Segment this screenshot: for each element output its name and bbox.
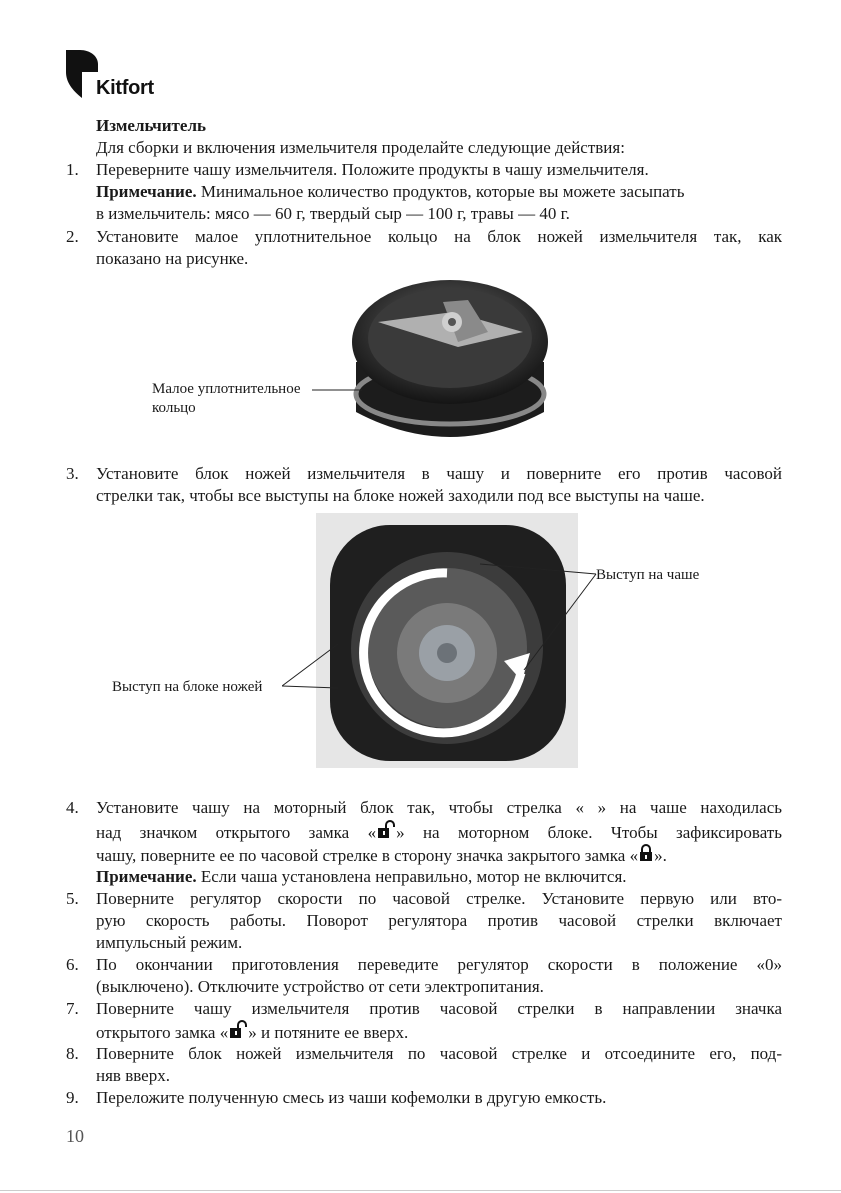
bottom-rule bbox=[0, 1190, 841, 1191]
step-2-number: 2. bbox=[66, 227, 79, 246]
brand-name: Kitfort bbox=[96, 77, 154, 99]
figure1-caption-line1: Малое уплотнительное bbox=[152, 381, 301, 397]
figure2-caption-right: Выступ на чаше bbox=[596, 567, 700, 583]
step-5-text-line3: импульсный режим. bbox=[96, 933, 243, 952]
figure2-caption-left: Выступ на блоке ножей bbox=[112, 679, 263, 695]
step-2-text: Установите малое уплотнительное кольцо на блок ножей измельчителя так, как bbox=[96, 227, 782, 246]
step-6-text-line2: (выключено). Отключите устройство от сети электропитания. bbox=[96, 977, 544, 996]
figure1-leader-line bbox=[312, 388, 362, 392]
step-3-number: 3. bbox=[66, 464, 79, 483]
step-4-text-line3: чашу, поверните ее по часовой стрелке в сторону значка закрытого замка « ». bbox=[96, 843, 667, 867]
step-7-number: 7. bbox=[66, 999, 79, 1018]
step-8-text: Поверните блок ножей измельчителя по часовой стрелке и отсоедините его, под- bbox=[96, 1044, 782, 1063]
step-4-text-line2: над значком открытого замка « » на моторном блоке. Чтобы зафиксировать bbox=[96, 820, 782, 844]
step-5-number: 5. bbox=[66, 889, 79, 908]
step-9-text: Переложите полученную смесь из чаши кофемолки в другую емкость. bbox=[96, 1088, 607, 1107]
step-4-note: Примечание. Если чаша установлена неправильно, мотор не включится. bbox=[96, 867, 627, 886]
intro-text: Для сборки и включения измельчителя проделайте следующие действия: bbox=[96, 138, 625, 157]
page-number: 10 bbox=[66, 1126, 84, 1146]
step-1-number: 1. bbox=[66, 160, 79, 179]
step-3-text-cont: стрелки так, чтобы все выступы на блоке ножей заходили под все выступы на чаше. bbox=[96, 486, 705, 505]
step-8-text-line2: няв вверх. bbox=[96, 1066, 170, 1085]
step-3-text: Установите блок ножей измельчителя в чашу и поверните его против часовой bbox=[96, 464, 782, 483]
section-heading: Измельчитель bbox=[96, 116, 206, 135]
open-lock-icon bbox=[228, 1020, 248, 1040]
step-5-text-line2: рую скорость работы. Поворот регулятора против часовой стрелки включает bbox=[96, 911, 782, 930]
step-6-number: 6. bbox=[66, 955, 79, 974]
blade-unit-photo bbox=[348, 272, 552, 454]
step-5-text: Поверните регулятор скорости по часовой стрелке. Установите первую или вто- bbox=[96, 889, 782, 908]
step-2-text-cont: показано на рисунке. bbox=[96, 249, 249, 268]
step-1-text: Переверните чашу измельчителя. Положите продукты в чашу измельчителя. bbox=[96, 160, 649, 179]
step-4-number: 4. bbox=[66, 798, 79, 817]
step-7-text-line2: открытого замка « » и потяните ее вверх. bbox=[96, 1020, 408, 1044]
step-8-number: 8. bbox=[66, 1044, 79, 1063]
step-1-note: Примечание. Минимальное количество продуктов, которые вы можете засыпать bbox=[96, 182, 685, 201]
closed-lock-icon bbox=[638, 843, 654, 863]
figure2-leader-left bbox=[282, 640, 342, 690]
step-4-text: Установите чашу на моторный блок так, чтобы стрелка « » на чаше находилась bbox=[96, 798, 782, 817]
open-lock-icon bbox=[376, 820, 396, 840]
step-6-text: По окончании приготовления переведите регулятор скорости в положение «0» bbox=[96, 955, 782, 974]
figure1-caption-line2: кольцо bbox=[152, 400, 196, 416]
figure2-leader-right bbox=[480, 560, 600, 680]
brand-logo bbox=[66, 50, 176, 102]
step-1-note-cont: в измельчитель: мясо — 60 г, твердый сыр — 100 г, травы — 40 г. bbox=[96, 204, 570, 223]
step-9-number: 9. bbox=[66, 1088, 79, 1107]
logo-mark-icon bbox=[66, 50, 98, 98]
step-7-text: Поверните чашу измельчителя против часовой стрелки в направлении значка bbox=[96, 999, 782, 1018]
